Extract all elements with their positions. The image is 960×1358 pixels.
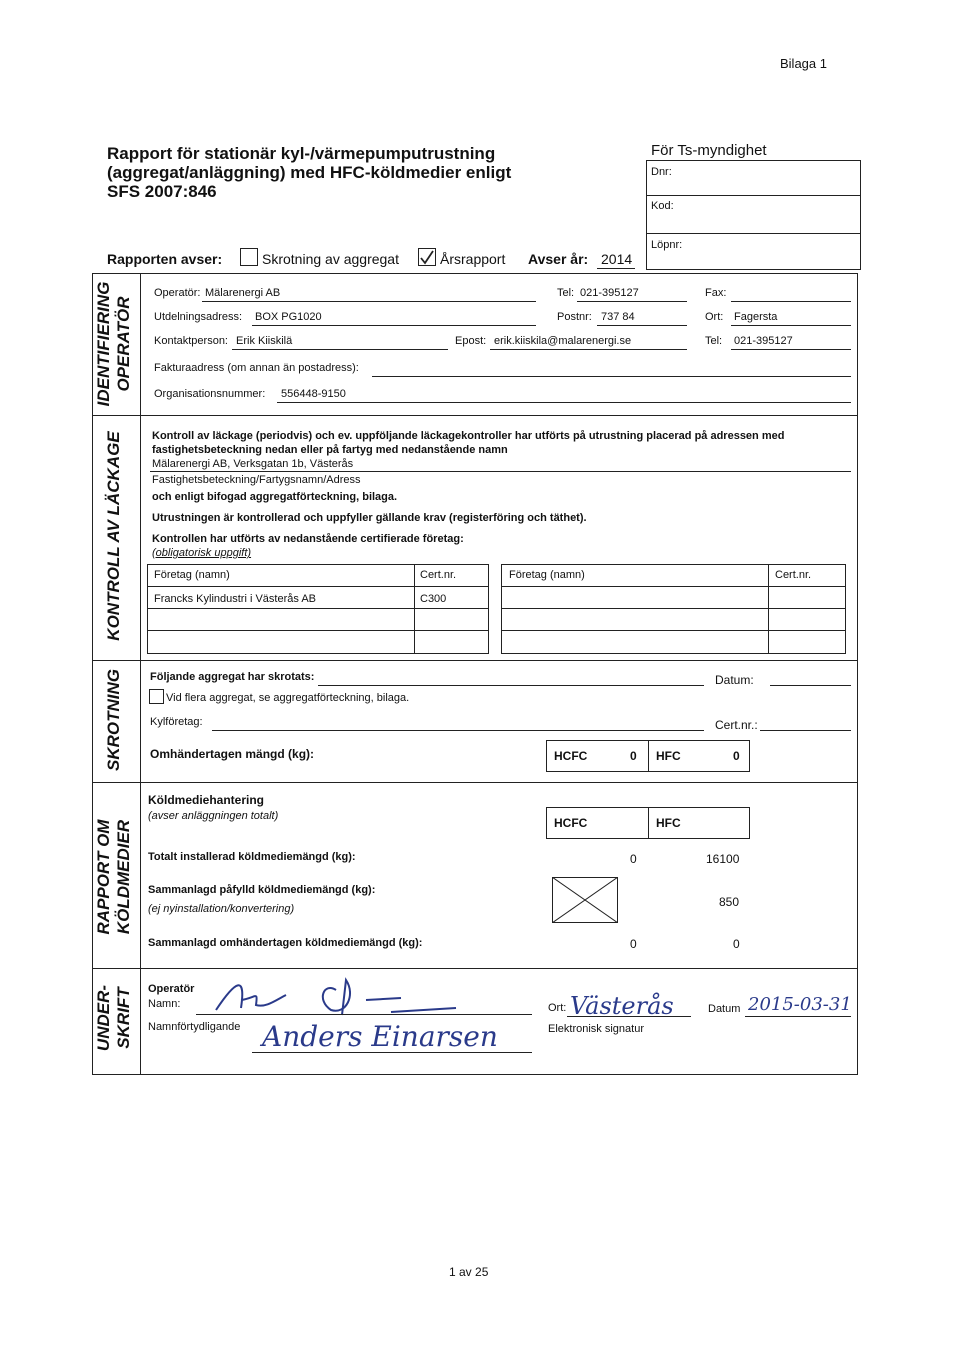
section-label-operator: OPERATÖR: [114, 296, 133, 392]
certified-note: Kontrollen har utförts av nedanstående certifierade företag:: [152, 533, 464, 545]
scrap-date-label: Datum:: [715, 673, 754, 687]
ort-label: Ort:: [705, 311, 724, 323]
invoice-address-line: [372, 376, 851, 377]
scrap-hcfc-value: 0: [630, 749, 637, 763]
scrap-certnr-line: [760, 730, 851, 731]
invoice-address-label: Fakturaadress (om annan än postadress):: [154, 362, 359, 374]
handwritten-signature: [196, 970, 466, 1020]
installed-hcfc: 0: [630, 852, 637, 866]
refrigerant-hcfc-header: HCFC: [554, 816, 588, 830]
checkmark-icon: [419, 249, 435, 265]
company-row1-cert: C300: [420, 593, 447, 605]
operator-label: Operatör:: [154, 287, 201, 299]
table-row-divider: [501, 608, 845, 609]
report-title-line2: (aggregat/anläggning) med HFC-köldmedier enligt: [107, 163, 512, 182]
tel-label: Tel:: [557, 287, 575, 299]
sign-date-label: Datum: [708, 1003, 741, 1015]
address-line: [252, 325, 536, 326]
sign-clarification-value: Anders Einarsen: [262, 1020, 498, 1053]
table-row-divider: [147, 608, 488, 609]
email-label: Epost:: [455, 335, 487, 347]
filled-label: Sammanlagd påfylld köldmediemängd (kg):: [148, 884, 376, 896]
tel2-value: 021-395127: [734, 335, 793, 347]
year-line: [597, 268, 635, 269]
taken-hfc: 0: [733, 937, 740, 951]
ort-line: [731, 325, 851, 326]
taken-label: Sammanlagd omhändertagen köldmediemängd (kg):: [148, 937, 423, 949]
orgnr-line: [277, 402, 851, 403]
annual-report-checkbox[interactable]: [418, 248, 436, 266]
sign-place-line: [567, 1016, 691, 1017]
email-line: [490, 349, 687, 350]
operator-line: [202, 301, 536, 302]
scrapped-label: Följande aggregat har skrotats:: [150, 671, 315, 683]
property-value: Mälarenergi AB, Verksgatan 1b, Västerås: [152, 458, 354, 470]
report-title-line1: Rapport för stationär kyl-/värmepumputrustning: [107, 144, 496, 163]
address-value: BOX PG1020: [255, 311, 322, 323]
address-label: Utdelningsadress:: [154, 311, 243, 323]
sign-place-label: Ort:: [548, 1002, 567, 1014]
page-number: 1 av 25: [449, 1265, 489, 1279]
scrap-taken-label: Omhändertagen mängd (kg):: [150, 747, 315, 761]
section-label-scrapping: SKROTNING: [104, 669, 123, 771]
col-cert-header: Cert.nr.: [420, 569, 457, 581]
scrapped-line: [318, 685, 704, 686]
section-label-signature-2: SKRIFT: [114, 987, 133, 1049]
property-label: Fastighetsbeteckning/Fartygsnamn/Adress: [152, 474, 361, 486]
section-divider: [92, 968, 857, 969]
annual-report-option-label: Årsrapport: [440, 251, 506, 267]
tel2-line: [731, 349, 851, 350]
table-row-divider: [501, 630, 845, 631]
authority-box: [646, 160, 861, 270]
operator-value: Mälarenergi AB: [205, 287, 281, 299]
tel-line: [577, 301, 687, 302]
section-divider: [92, 782, 857, 783]
controlled-note: Utrustningen är kontrollerad och uppfyller gällande krav (registerföring och täthet).: [152, 512, 587, 524]
postnr-value: 737 84: [601, 311, 635, 323]
scrap-date-line: [770, 685, 851, 686]
tel-value: 021-395127: [580, 287, 639, 299]
orgnr-label: Organisationsnummer:: [154, 388, 266, 400]
attach-note: och enligt bifogad aggregatförteckning, bilaga.: [152, 491, 398, 503]
fax-line: [731, 301, 851, 302]
fax-label: Fax:: [705, 287, 727, 299]
installed-label: Totalt installerad köldmediemängd (kg):: [148, 851, 356, 863]
section-divider: [92, 660, 857, 661]
postnr-line: [597, 325, 687, 326]
section-label-signature-1: UNDER-: [94, 984, 113, 1052]
postnr-label: Postnr:: [557, 311, 592, 323]
section-label-identification: IDENTIFIERING: [94, 281, 113, 407]
sign-clarification-line: [252, 1052, 532, 1053]
scrap-certnr-label: Cert.nr.:: [715, 718, 758, 732]
refrigerant-header-divider: [648, 807, 649, 838]
scrap-amount-divider: [648, 740, 649, 771]
refrigeration-company-line: [212, 730, 704, 731]
table-row-divider: [147, 630, 488, 631]
tel2-label: Tel:: [705, 335, 723, 347]
authority-title: För Ts-myndighet: [651, 142, 767, 159]
scrap-hfc-label: HFC: [656, 749, 681, 763]
sign-name-line: [196, 1014, 532, 1015]
installed-hfc: 16100: [706, 852, 740, 866]
scrap-hfc-value: 0: [733, 749, 740, 763]
year-value: 2014: [601, 251, 633, 267]
col-company-header-2: Företag (namn): [509, 569, 585, 581]
sign-date-value: 2015-03-31: [748, 994, 852, 1015]
sign-operator-label: Operatör: [148, 983, 195, 995]
section-divider: [92, 415, 857, 416]
multiple-units-label: Vid flera aggregat, se aggregatförteckning, bilaga.: [166, 692, 410, 704]
leak-intro-line1: Kontroll av läckage (periodvis) och ev. uppföljande läckagekontroller har utförts på utrustning placerad på adressen med: [152, 430, 785, 442]
crossed-box-icon: [552, 877, 618, 923]
section-label-leak-control: KONTROLL AV LÄCKAGE: [104, 431, 123, 641]
mandatory-note: (obligatorisk uppgift): [152, 547, 252, 559]
label-column-divider: [140, 273, 141, 1074]
esign-label: Elektronisk signatur: [548, 1023, 644, 1035]
authority-divider: [646, 195, 860, 196]
col-company-header: Företag (namn): [154, 569, 230, 581]
contact-value: Erik Kiiskilä: [236, 335, 293, 347]
table-row-divider: [147, 586, 488, 587]
handling-sub: (avser anläggningen totalt): [148, 810, 279, 822]
attachment-label: Bilaga 1: [780, 56, 827, 71]
col-cert-header-2: Cert.nr.: [775, 569, 812, 581]
filled-hfc: 850: [719, 895, 740, 909]
email-value: erik.kiiskila@malarenergi.se: [494, 335, 632, 347]
report-type-label: Rapporten avser:: [107, 251, 223, 267]
section-label-report-on: RAPPORT OM: [94, 819, 113, 935]
sign-date-line: [745, 1016, 851, 1017]
orgnr-value: 556448-9150: [281, 388, 346, 400]
sign-clarification-label: Namnförtydligande: [148, 1021, 241, 1033]
handling-label: Köldmediehantering: [148, 793, 265, 807]
dnr-label: Dnr:: [651, 166, 672, 178]
filled-sub: (ej nyinstallation/konvertering): [148, 903, 295, 915]
leak-intro-line2: fastighetsbeteckning nedan eller på fartyg med nedanstående namn: [152, 444, 508, 456]
taken-hcfc: 0: [630, 937, 637, 951]
section-label-refrigerants: KÖLDMEDIER: [114, 819, 133, 935]
multiple-units-checkbox[interactable]: [149, 689, 164, 704]
contact-label: Kontaktperson:: [154, 335, 228, 347]
refrigeration-company-label: Kylföretag:: [150, 716, 203, 728]
report-title-line3: SFS 2007:846: [107, 182, 217, 201]
table-row-divider: [501, 586, 845, 587]
sign-name-label: Namn:: [148, 998, 181, 1010]
kod-label: Kod:: [651, 200, 674, 212]
sign-place-value: Västerås: [570, 992, 674, 1020]
refrigerant-hfc-header: HFC: [656, 816, 681, 830]
ort-value: Fagersta: [734, 311, 778, 323]
scrap-hcfc-label: HCFC: [554, 749, 588, 763]
company-row1-name: Francks Kylindustri i Västerås AB: [154, 593, 317, 605]
scrapping-checkbox[interactable]: [240, 248, 258, 266]
lopnr-label: Löpnr:: [651, 239, 683, 251]
year-label: Avser år:: [528, 251, 589, 267]
authority-divider: [646, 233, 860, 234]
scrapping-option-label: Skrotning av aggregat: [262, 251, 399, 267]
contact-line: [232, 349, 448, 350]
property-line: [150, 471, 851, 472]
